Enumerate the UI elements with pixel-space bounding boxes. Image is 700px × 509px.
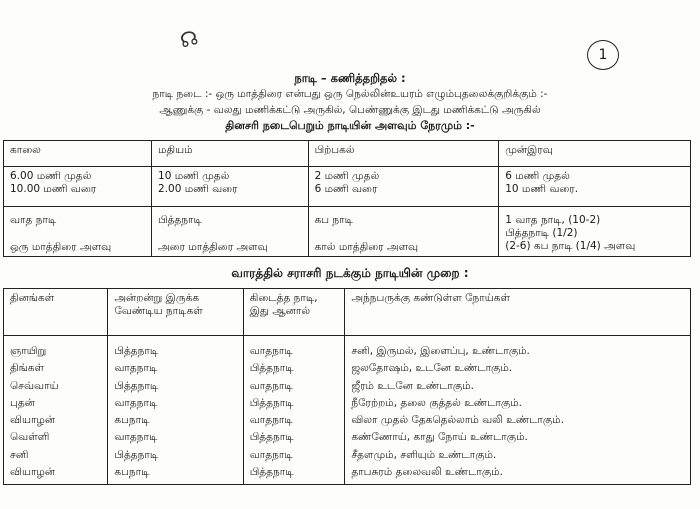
page-title: நாடி – கணித்தறிதல் : [294, 71, 406, 85]
weekly-nadi-table [3, 288, 691, 485]
expected-nadi-cell: பித்தநாடி [114, 345, 159, 357]
nadi-cell: கப நாடி [314, 214, 354, 226]
found-nadi-cell: வாதநாடி [249, 448, 293, 461]
handwritten-mark-icon: ☊ [177, 25, 201, 53]
nadi-cell: பித்தநாடி (1/2) [505, 227, 578, 239]
disease-cell: விலா முதல் தேகதெல்லாம் வலி உண்டாகும். [351, 414, 564, 427]
day-cell: சனி [10, 448, 29, 461]
expected-nadi-cell: பித்தநாடி [114, 379, 159, 392]
nadi-cell: கால் மாத்திரை அளவு [314, 241, 419, 253]
disease-cell: சனி, இருமல், இளைப்பு, உண்டாகும். [351, 345, 530, 357]
disease-cell: கண்ணோய், காது நோய் உண்டாகும். [351, 431, 528, 444]
header-found [243, 289, 345, 336]
time-cell: 10 மணி முதல் [158, 170, 230, 182]
days-column [4, 336, 108, 485]
found-nadi-cell: வாதநாடி [249, 345, 293, 357]
header-morning: காலை [4, 141, 152, 167]
nadi-cell: ஒரு மாத்திரை அளவு [10, 241, 112, 253]
day-cell: ஞாயிறு [10, 345, 47, 357]
found-nadi-cell: வாதநாடி [249, 414, 293, 427]
day-cell: திங்கள் [10, 362, 44, 375]
expected-nadi-cell: கபநாடி [114, 414, 150, 427]
time-cell: 6 மணி வரை [314, 183, 378, 195]
time-cell: 10.00 மணி வரை [10, 183, 97, 195]
time-cell: 6.00 மணி முதல் [10, 170, 92, 182]
diseases-column [345, 336, 691, 485]
time-cell: 2.00 மணி வரை [158, 183, 238, 195]
found-nadi-cell: பித்தநாடி [249, 362, 294, 375]
page-number: 1 [587, 40, 619, 70]
time-cell: 10 மணி வரை. [505, 183, 579, 195]
disease-cell: சீதளமும், சளியும் உண்டாகும். [351, 448, 497, 461]
header-evening: முன்இரவு [499, 141, 691, 167]
day-cell: வெள்ளி [10, 431, 50, 444]
header-line-3: தினசரி நடைபெறும் நாடியின் அளவும் நேரமும் :- [225, 119, 475, 132]
expected-nadi-cell: வாதநாடி [114, 362, 158, 375]
header-found-text: கிடைத்த நாடி, இது ஆனால் [249, 292, 318, 317]
found-nadi-cell: பித்தநாடி [249, 431, 294, 444]
nadi-cell: பித்தநாடி [158, 214, 202, 226]
header-diseases: அந்நபருக்கு கண்டுள்ள நோய்கள் [345, 289, 691, 336]
found-nadi-cell: வாதநாடி [249, 379, 293, 392]
found-nadi-cell: பித்தநாடி [249, 466, 294, 479]
disease-cell: ஜலதோஷம், உடனே உண்டாகும். [351, 362, 513, 375]
day-cell: புதன் [10, 396, 35, 409]
time-cell: 2 மணி முதல் [314, 170, 380, 182]
nadi-cell: (2-6) கப நாடி (1/4) அளவு [505, 240, 636, 252]
time-cell: 6 மணி முதல் [505, 170, 570, 182]
disease-cell: நீரேற்றம், தலை குத்தல் உண்டாகும். [351, 396, 522, 409]
header-noon: மதியம் [152, 141, 309, 167]
found-nadi-cell: பித்தநாடி [249, 396, 294, 409]
header-line-2: ஆணுக்கு - வலது மணிக்கட்டு அருகில், பெண்ணுக்கு இடது மணிக்கட்டு அருகில் [159, 104, 541, 116]
nadi-cell: வாத நாடி [10, 214, 57, 226]
time-row [4, 167, 691, 207]
expected-nadi-cell: வாதநாடி [114, 396, 158, 409]
nadi-row [4, 207, 691, 257]
expected-column [108, 336, 243, 485]
header-line-1: நாடி நடை :- ஒரு மாத்திரை என்பது ஒரு நெல்லின்உயரம் எழும்புதலைக்குறிக்கும் :- [152, 88, 548, 100]
day-cell: வியாழன் [10, 466, 56, 479]
daily-nadi-table [3, 140, 691, 257]
nadi-cell: அரை மாத்திரை அளவு [158, 241, 268, 253]
header-expected [108, 289, 243, 336]
expected-nadi-cell: கபநாடி [114, 466, 150, 479]
disease-cell: ஜீரம் உடனே உண்டாகும். [351, 379, 474, 392]
disease-cell: தாபசுரம் தலைவலி உண்டாகும். [351, 466, 503, 479]
expected-nadi-cell: பித்தநாடி [114, 448, 159, 461]
day-cell: செவ்வாய் [10, 379, 59, 392]
found-column [243, 336, 345, 485]
header-expected-text: அன்றன்று இருக்க வேண்டிய நாடிகள் [114, 292, 203, 317]
section-title: வாரத்தில் சராசரி நடக்கும் நாடியின் முறை : [231, 266, 469, 280]
header-days: தினங்கள் [4, 289, 108, 336]
header-afternoon: பிற்பகல் [308, 141, 499, 167]
expected-nadi-cell: வாதநாடி [114, 431, 158, 444]
nadi-cell: 1 வாத நாடி, (10-2) [505, 214, 601, 226]
day-cell: வியாழன் [10, 414, 56, 427]
